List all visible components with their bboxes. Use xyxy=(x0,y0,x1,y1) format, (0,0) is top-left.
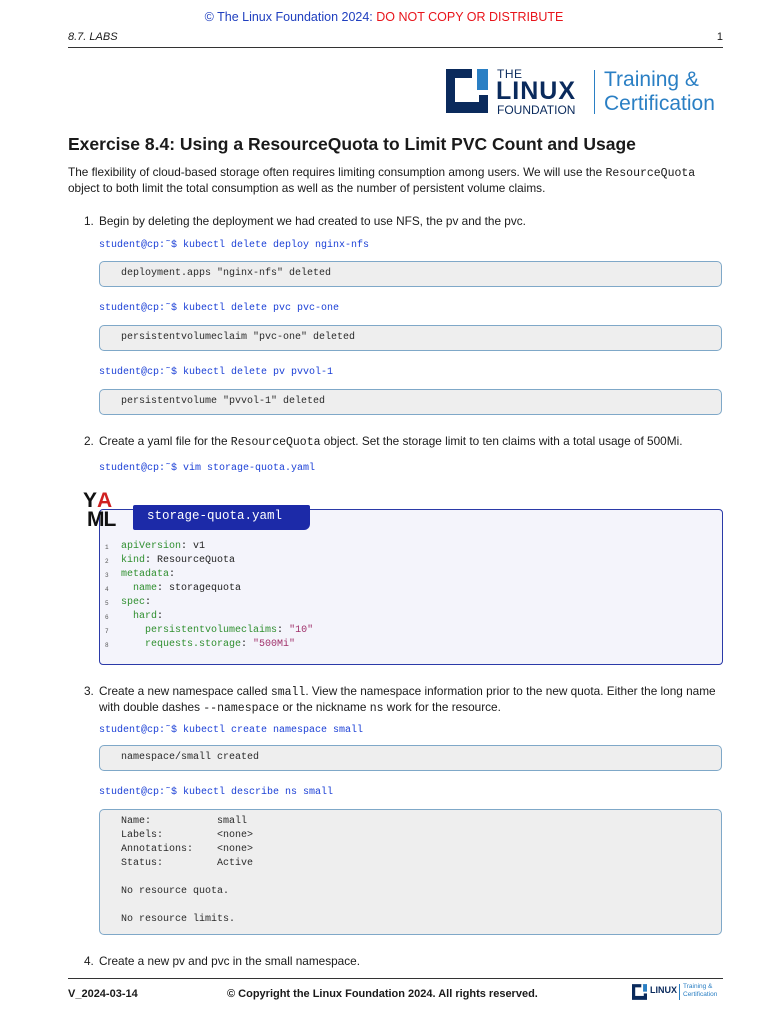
linux-foundation-logo xyxy=(446,67,726,117)
linux-foundation-square-icon xyxy=(446,69,488,113)
command-output xyxy=(99,325,722,351)
section-label: 8.7. LABS xyxy=(68,31,118,43)
command-output xyxy=(99,809,722,935)
yaml-key: hard xyxy=(133,611,158,622)
intro-code: ResourceQuota xyxy=(605,167,696,180)
command-prompt: student@cp:˜$ kubectl create namespace small xyxy=(99,725,364,736)
line-number: 4 xyxy=(105,586,109,593)
line-number: 7 xyxy=(105,628,109,635)
step-code: --namespace xyxy=(203,702,280,715)
output-line: Labels: <none> xyxy=(121,830,254,841)
command-output xyxy=(99,745,722,771)
yaml-key: requests.storage xyxy=(145,639,242,650)
yaml-code-block xyxy=(99,540,699,652)
yaml-key: persistentvolumeclaims xyxy=(145,625,278,636)
yaml-value: ResourceQuota xyxy=(157,555,236,566)
intro-paragraph xyxy=(68,165,725,196)
step-number: 2. xyxy=(84,434,94,448)
footer-logo-divider xyxy=(679,984,680,1000)
output-line: Status: Active xyxy=(121,858,254,869)
yaml-value: storagequota xyxy=(169,583,242,594)
step-text-part: . View the namespace information prior to the new quota. Either the long name xyxy=(305,684,716,698)
yaml-key: apiVersion xyxy=(121,541,182,552)
yaml-logo-y: Y xyxy=(83,489,97,512)
yaml-value: "10" xyxy=(289,625,314,636)
intro-text-1: The flexibility of cloud-based storage often requires limiting consumption among users. We will use the xyxy=(68,165,606,179)
line-number: 3 xyxy=(105,572,109,579)
linux-foundation-square-icon xyxy=(632,984,647,1000)
yaml-line: 1 apiVersion: v1 xyxy=(99,540,699,554)
output-line: deployment.apps "nginx-nfs" deleted xyxy=(121,268,332,279)
command-output xyxy=(99,261,722,287)
command-prompt: student@cp:˜$ vim storage-quota.yaml xyxy=(99,463,316,474)
logo-the: THE xyxy=(497,67,523,81)
command-prompt: student@cp:˜$ kubectl describe ns small xyxy=(99,787,334,798)
page-number: 1 xyxy=(716,31,723,43)
step-1 xyxy=(84,214,724,229)
footer-rule xyxy=(68,978,723,979)
banner-copyright: © The Linux Foundation 2024: xyxy=(204,10,373,24)
line-number: 5 xyxy=(105,600,109,607)
yaml-line: 8 requests.storage: "500Mi" xyxy=(99,638,699,652)
output-line: persistentvolumeclaim "pvc-one" deleted xyxy=(121,332,356,343)
step-2 xyxy=(84,434,724,450)
yaml-line: 3 metadata: xyxy=(99,568,699,582)
line-number: 8 xyxy=(105,642,109,649)
yaml-logo-ml: ML xyxy=(87,508,116,531)
yaml-key: kind xyxy=(121,555,146,566)
command-output xyxy=(99,389,722,415)
output-line: namespace/small created xyxy=(121,752,260,763)
logo-certification: Certification xyxy=(604,92,715,115)
step-number: 1. xyxy=(84,214,94,228)
step-text: Create a new pv and pvc in the small namespace. xyxy=(99,954,360,968)
command-prompt: student@cp:˜$ kubectl delete deploy nginx-nfs xyxy=(99,240,370,251)
step-text-part: Create a new namespace called xyxy=(99,684,271,698)
line-number: 1 xyxy=(105,544,109,551)
output-blank-line xyxy=(121,871,721,885)
logo-training: Training & xyxy=(604,68,699,91)
line-number: 2 xyxy=(105,558,109,565)
step-text-part: with double dashes xyxy=(99,700,204,714)
yaml-value: "500Mi" xyxy=(253,639,296,650)
step-code: ResourceQuota xyxy=(230,436,321,449)
step-text-part: Create a yaml file for the xyxy=(99,434,231,448)
step-text-part: object. Set the storage limit to ten claims with a total usage of 500Mi. xyxy=(320,434,683,448)
output-line: Name: small xyxy=(121,816,248,827)
copyright-banner xyxy=(0,10,768,24)
yaml-logo-icon xyxy=(83,489,123,531)
output-line: No resource limits. xyxy=(121,914,236,925)
yaml-value: v1 xyxy=(193,541,206,552)
step-3 xyxy=(84,684,724,716)
step-number: 3. xyxy=(84,684,94,698)
footer-logo-linux: LINUX xyxy=(650,985,677,995)
intro-text-2: object to both limit the total consumption as well as the number of persistent volume claims. xyxy=(68,181,546,195)
step-code: ns xyxy=(369,702,384,715)
exercise-title: Exercise 8.4: Using a ResourceQuota to Limit PVC Count and Usage xyxy=(68,134,636,154)
logo-foundation: FOUNDATION xyxy=(497,103,576,117)
step-text-part: or the nickname xyxy=(279,700,370,714)
step-text xyxy=(84,434,724,450)
footer-logo-training xyxy=(683,983,717,999)
yaml-key: spec xyxy=(121,597,146,608)
output-blank-line xyxy=(121,899,721,913)
output-line: persistentvolume "pvvol-1" deleted xyxy=(121,396,326,407)
footer-copyright: © Copyright the Linux Foundation 2024. All rights reserved. xyxy=(227,988,538,1000)
logo-divider xyxy=(594,70,595,114)
yaml-key: metadata xyxy=(121,569,170,580)
output-line: Annotations: <none> xyxy=(121,844,254,855)
yaml-line: 6 hard: xyxy=(99,610,699,624)
line-number: 6 xyxy=(105,614,109,621)
yaml-line: 4 name: storagequota xyxy=(99,582,699,596)
yaml-line: 5 spec: xyxy=(99,596,699,610)
yaml-line: 2 kind: ResourceQuota xyxy=(99,554,699,568)
running-header xyxy=(68,31,723,47)
footer-version: V_2024-03-14 xyxy=(68,988,138,1000)
yaml-key: name xyxy=(133,583,158,594)
yaml-logo-a: A xyxy=(97,489,113,512)
output-line: No resource quota. xyxy=(121,886,230,897)
step-4 xyxy=(84,954,724,969)
footer-logo-training-text: Training & xyxy=(683,983,713,990)
footer-logo xyxy=(632,982,724,1002)
step-text-part: work for the resource. xyxy=(383,700,501,714)
header-rule xyxy=(68,47,723,48)
step-text xyxy=(84,684,724,716)
banner-warning: DO NOT COPY OR DISTRIBUTE xyxy=(376,10,564,24)
footer-logo-certification-text: Certification xyxy=(683,991,718,998)
yaml-filename-tab: storage-quota.yaml xyxy=(133,505,310,530)
logo-linux: LINUX xyxy=(496,77,576,105)
command-prompt: student@cp:˜$ kubectl delete pvc pvc-one xyxy=(99,303,340,314)
step-text: Begin by deleting the deployment we had created to use NFS, the pv and the pvc. xyxy=(99,214,526,228)
command-prompt: student@cp:˜$ kubectl delete pv pvvol-1 xyxy=(99,367,334,378)
yaml-line: 7 persistentvolumeclaims: "10" xyxy=(99,624,699,638)
step-number: 4. xyxy=(84,954,94,968)
step-code: small xyxy=(270,686,306,699)
